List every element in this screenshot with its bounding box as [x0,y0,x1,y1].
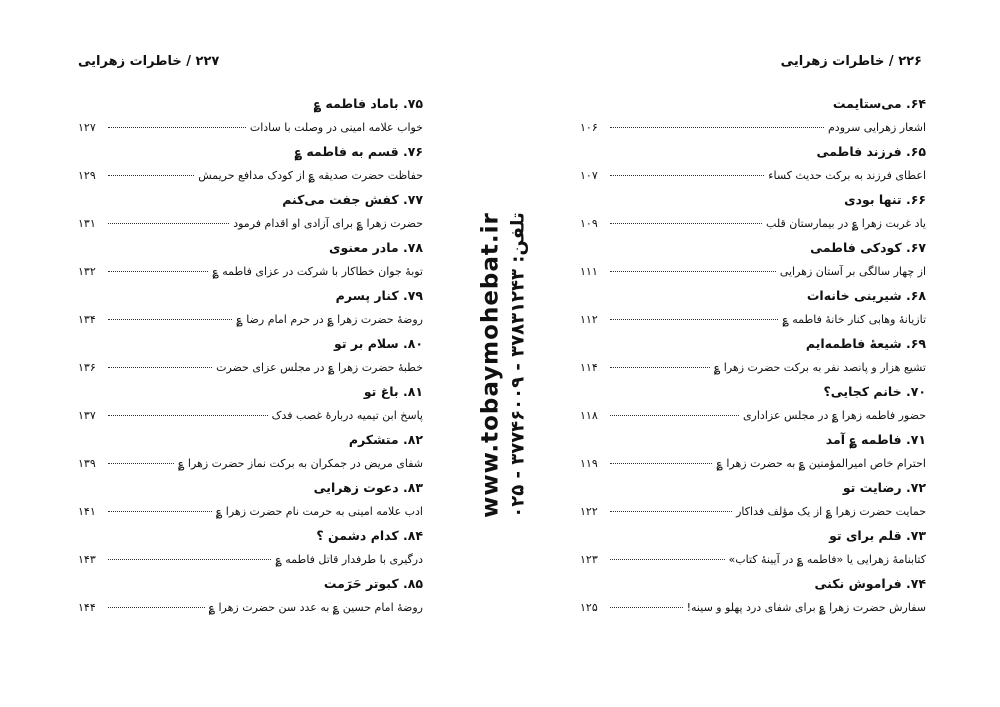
right-page [500,0,1000,707]
left-header-separator: / [186,54,191,69]
toc-entry [78,140,423,188]
toc-entry-line [78,596,423,620]
toc-entry-title: ۸۴. کدام دشمن ؟ [316,528,423,543]
toc-entry-description: پاسخ ابن تیمیه دربارهٔ غصب فدک [271,409,423,422]
toc-entry-line [78,500,423,524]
toc-entry-line [78,116,423,140]
toc-entry [78,380,423,428]
toc-entry [78,284,423,332]
toc-entry-page-number: ۱۲۲ [580,505,598,518]
toc-entry-description: اعطای فرزند به برکت حدیث کساء [768,169,926,182]
toc-entry [580,524,926,572]
toc-entry-line [580,308,926,332]
toc-entry-description: از چهار سالگی بر آستان زهرایی [779,265,926,278]
toc-entry [78,428,423,476]
toc-entry-page-number: ۱۱۲ [580,313,598,326]
toc-entry [580,332,926,380]
left-page-header [78,54,219,69]
toc-entry-line [78,164,423,188]
toc-entry-page-number: ۱۳۲ [78,265,96,278]
toc-leader-dots [108,463,174,464]
toc-entry-title: ۶۷. کودکی فاطمی [810,240,926,255]
toc-entry-description: روضهٔ امام حسین ؏ به عدد سن حضرت زهرا ؏ [208,601,423,614]
toc-entry-title: ۷۹. کنار پسرم [335,288,423,303]
toc-entry-page-number: ۱۴۳ [78,553,96,566]
toc-leader-dots [108,223,229,224]
toc-entry-title: ۷۸. مادر معنوی [329,240,423,255]
toc-entry-line [580,500,926,524]
toc-leader-dots [108,415,268,416]
toc-entry [78,476,423,524]
toc-entry-page-number: ۱۴۴ [78,601,96,614]
toc-entry [580,572,926,620]
toc-entry-title: ۷۰. خانم کجایی؟ [823,384,926,399]
toc-entry [580,92,926,140]
toc-leader-dots [108,559,271,560]
toc-leader-dots [610,607,683,608]
toc-leader-dots [610,415,739,416]
toc-entry-title: ۷۳. قلم برای تو [829,528,926,543]
toc-entry-line [580,404,926,428]
toc-entry-page-number: ۱۲۹ [78,169,96,182]
toc-entry-page-number: ۱۲۵ [580,601,598,614]
toc-leader-dots [610,559,725,560]
toc-entry-title: ۶۸. شیرینی خانه‌ات [806,288,926,303]
left-page-number: ۲۲۷ [195,54,220,69]
toc-entry-page-number: ۱۴۱ [78,505,96,518]
toc-entry-title: ۷۶. قسم به فاطمه ؏ [294,144,423,159]
contact-watermark [458,150,548,580]
right-page-header [781,54,922,69]
toc-entry [580,188,926,236]
toc-entry-title: ۸۰. سلام بر تو [333,336,423,351]
toc-leader-dots [108,607,205,608]
toc-entry-description: حضرت زهرا ؏ برای آزادی او اقدام فرمود [233,217,423,230]
toc-leader-dots [610,127,824,128]
toc-leader-dots [610,223,762,224]
toc-entry-line [580,260,926,284]
toc-entry-line [580,452,926,476]
toc-entry [580,380,926,428]
toc-leader-dots [108,367,212,368]
toc-entry-title: ۷۲. رضایت تو [842,480,926,495]
toc-entry-line [78,212,423,236]
right-page-number: ۲۲۶ [898,54,922,69]
toc-entry-line [78,260,423,284]
toc-leader-dots [108,319,232,320]
toc-entry-page-number: ۱۱۸ [580,409,598,422]
toc-entry-title: ۶۶. تنها بودی [844,192,926,207]
toc-entry [78,572,423,620]
toc-entry-description: روضهٔ حضرت زهرا ؏ در حرم امام رضا ؏ [236,313,423,326]
toc-entry-line [78,356,423,380]
toc-entry-page-number: ۱۱۱ [580,265,598,278]
toc-entry-line [580,596,926,620]
left-header-title: خاطرات زهرایی [78,54,182,69]
toc-entry-title: ۶۴. می‌ستایمت [832,96,926,111]
toc-entry [78,236,423,284]
toc-entry [580,428,926,476]
contact-block [478,145,529,585]
toc-entry-page-number: ۱۳۴ [78,313,96,326]
toc-entry-line [78,452,423,476]
toc-entry-description: توبهٔ جوان خطاکار با شرکت در عزای فاطمه ؏ [212,265,423,278]
toc-entry-description: یاد غربت زهرا ؏ در بیمارستان قلب [766,217,926,230]
toc-leader-dots [108,511,212,512]
toc-leader-dots [610,367,710,368]
toc-entry-description: تازیانهٔ وهابی کنار خانهٔ فاطمه ؏ [782,313,926,326]
toc-entry-page-number: ۱۰۹ [580,217,598,230]
toc-entry-title: ۸۱. باغ تو [363,384,423,399]
toc-entry-page-number: ۱۳۶ [78,361,96,374]
toc-entry-title: ۶۹. شیعهٔ فاطمه‌ایم [805,336,926,351]
toc-entry-title: ۷۱. فاطمه ؏ آمد [825,432,926,447]
toc-entry [78,188,423,236]
right-toc [580,92,926,620]
toc-entry-description: سفارش حضرت زهرا ؏ برای شفای درد پهلو و سینه! [686,601,926,614]
toc-entry-title: ۷۵. باماد فاطمه ؏ [313,96,423,111]
toc-entry-page-number: ۱۳۹ [78,457,96,470]
toc-entry-page-number: ۱۱۴ [580,361,598,374]
toc-entry-page-number: ۱۰۷ [580,169,598,182]
toc-entry-line [78,404,423,428]
toc-leader-dots [108,127,246,128]
left-toc [78,92,423,620]
toc-leader-dots [610,511,732,512]
toc-entry-description: خواب علامه امینی در وصلت با سادات [249,121,423,134]
toc-entry-description: حضور فاطمه زهرا ؏ در مجلس عزاداری [742,409,926,422]
toc-entry-description: احترام خاص امیرالمؤمنین ؏ به حضرت زهرا ؏ [716,457,926,470]
toc-entry [580,140,926,188]
toc-entry-title: ۷۴. فراموش نکنی [814,576,926,591]
toc-entry-page-number: ۱۲۷ [78,121,96,134]
toc-entry-title: ۶۵. فرزند فاطمی [816,144,926,159]
toc-entry-page-number: ۱۳۱ [78,217,96,230]
toc-entry-description: درگیری با طرفدار قاتل فاطمه ؏ [275,553,423,566]
toc-entry-description: حفاظت حضرت صدیقه ؏ از کودک مدافع حریمش [198,169,423,182]
toc-entry-description: کتابنامهٔ زهرایی یا «فاطمه ؏ در آیینهٔ کتاب» [728,553,926,566]
toc-entry [580,476,926,524]
toc-entry-line [580,356,926,380]
toc-leader-dots [610,175,764,176]
toc-leader-dots [108,271,208,272]
toc-entry [78,92,423,140]
toc-entry-line [78,308,423,332]
toc-entry-line [78,548,423,572]
website-url[interactable]: www.tobaymohebat.ir [477,212,504,518]
toc-entry-line [580,548,926,572]
toc-leader-dots [610,463,712,464]
toc-leader-dots [108,175,194,176]
toc-leader-dots [610,271,776,272]
toc-entry-description: خطبهٔ حضرت زهرا ؏ در مجلس عزای حضرت [216,361,423,374]
toc-entry-description: شفای مریض در جمکران به برکت نماز حضرت زهرا ؏ [177,457,423,470]
toc-entry [580,236,926,284]
toc-entry-page-number: ۱۰۶ [580,121,598,134]
toc-entry-title: ۷۷. کفش جفت می‌کنم [282,192,423,207]
toc-entry-page-number: ۱۳۷ [78,409,96,422]
toc-entry-title: ۸۵. کبوتر حَرَمت [323,576,423,591]
toc-entry-line [580,116,926,140]
toc-entry-line [580,212,926,236]
toc-entry-page-number: ۱۲۳ [580,553,598,566]
toc-entry-description: تشیع هزار و پانصد نفر به برکت حضرت زهرا ؏ [713,361,926,374]
toc-leader-dots [610,319,778,320]
right-header-title: خاطرات زهرایی [780,54,885,69]
toc-entry [580,284,926,332]
toc-entry-title: ۸۳. دعوت زهرایی [313,480,423,495]
toc-entry-description: حمایت حضرت زهرا ؏ از یک مؤلف فداکار [736,505,926,518]
toc-entry-description: ادب علامه امینی به حرمت نام حضرت زهرا ؏ [215,505,423,518]
toc-entry-line [580,164,926,188]
toc-entry [78,332,423,380]
right-header-separator: / [888,54,894,69]
toc-entry-description: اشعار زهرایی سرودم [827,121,926,134]
toc-entry-page-number: ۱۱۹ [580,457,598,470]
toc-entry-title: ۸۲. متشکرم [348,432,423,447]
toc-entry [78,524,423,572]
phone-numbers: تلفن: ۳۷۸۳۱۲۴۳ - ۳۷۷۴۶۰۰۹ - ۰۲۵ [507,212,529,518]
